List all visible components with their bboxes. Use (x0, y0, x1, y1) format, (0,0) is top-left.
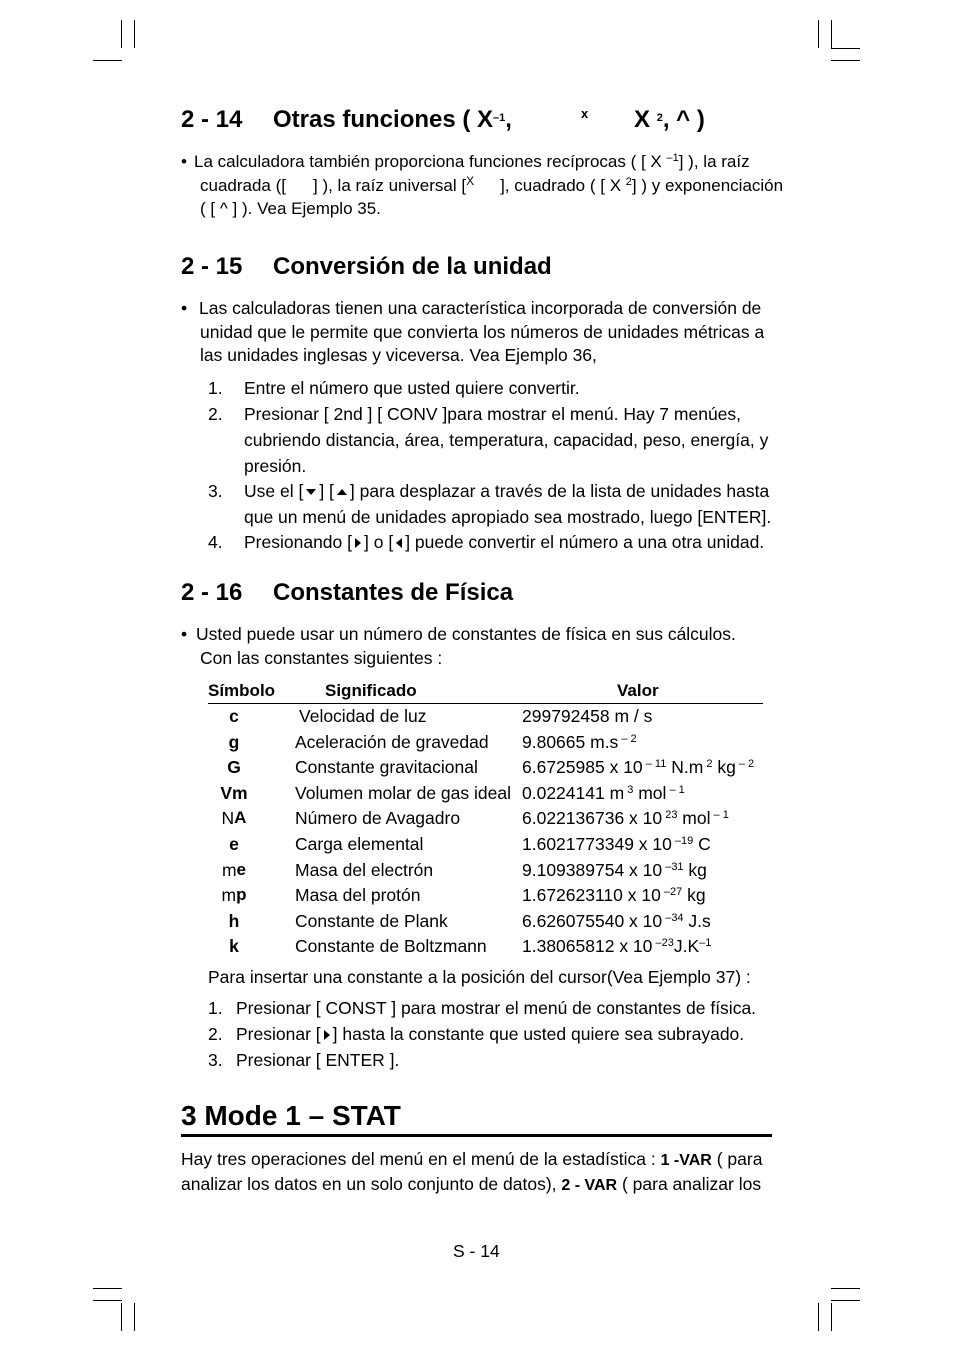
text: ] para desplazar a través de la lista de unidades hasta (349, 481, 770, 501)
crop-mark (831, 1303, 832, 1331)
symbol-subscript: p (236, 885, 247, 905)
item-number: 2. (208, 1024, 223, 1044)
value-text: kg (712, 757, 736, 778)
constant-symbol (208, 885, 260, 906)
superscript: 3 (624, 783, 634, 796)
superscript: – 2 (618, 732, 637, 745)
item-text: Presionar [ ENTER ]. (236, 1050, 400, 1070)
table-row (208, 732, 768, 758)
constant-meaning: Masa del protón (295, 885, 421, 906)
text: ( para (711, 1149, 763, 1169)
symbol-text: G (227, 757, 241, 778)
constant-meaning: Velocidad de luz (299, 706, 427, 726)
arrow-down-icon (306, 489, 316, 495)
section-heading-2-16 (181, 579, 513, 607)
superscript: – 11 (642, 758, 667, 771)
text: Usted puede usar un número de constantes de física en sus cálculos. (196, 624, 736, 644)
line (181, 173, 784, 198)
text: Las calculadoras tienen una característica incorporada de conversión de (199, 298, 762, 318)
constant-symbol (208, 860, 260, 881)
table-row (208, 834, 768, 860)
value-text: 6.626075540 x 10 (522, 910, 663, 931)
value-text: 0.0224141 m (522, 782, 625, 803)
constant-symbol (208, 706, 260, 727)
section-title: Constantes de Física (273, 579, 514, 606)
superscript: – 1 (666, 783, 685, 796)
text: Presionar [ (236, 1024, 321, 1044)
superscript: – 2 (735, 758, 755, 771)
value-text: kg (683, 859, 707, 880)
root-x-label: x (581, 106, 589, 121)
superscript: 2 (625, 175, 632, 188)
line: ( [ ^ ] ). Vea Ejemplo 35. (200, 199, 381, 218)
table-header-value: Valor (617, 681, 659, 700)
section-title: Conversión de la unidad (273, 253, 552, 280)
constant-symbol (208, 808, 260, 829)
paragraph-2-15 (181, 297, 781, 368)
symbol-text: e (229, 834, 239, 854)
item-text: Entre el número que usted quiere convertir. (244, 378, 580, 398)
section-heading-2-14 (181, 106, 705, 134)
constant-value (522, 834, 711, 855)
constant-value (522, 885, 706, 906)
crop-mark (121, 20, 122, 48)
constant-symbol (208, 834, 260, 855)
constant-symbol (208, 911, 260, 932)
constant-value (522, 783, 685, 804)
text: ] puede convertir el número a una otra unidad. (405, 532, 765, 552)
value-text: 9.80665 m.s (522, 731, 619, 752)
constant-meaning: Constante de Plank (295, 910, 448, 931)
paragraph-2-14 (181, 150, 784, 221)
symbol-text: c (229, 706, 239, 726)
item-text (236, 1021, 744, 1047)
menu-name: 2 - VAR (561, 1176, 618, 1194)
insert-instruction: Para insertar una constante a la posición del cursor(Vea Ejemplo 37) : (208, 967, 751, 987)
value-text: J.K (673, 936, 700, 957)
crop-mark (93, 1300, 122, 1301)
text: ] ), la raíz (678, 152, 750, 171)
text: ( para analizar los (617, 1173, 762, 1194)
constant-meaning: Masa del electrón (295, 859, 434, 880)
table-header-symbol: Símbolo (208, 681, 276, 700)
text: ] ), la raíz universal [ (313, 175, 467, 195)
value-text: mol (633, 782, 667, 803)
text: ] hasta la constante que usted quiere sea subrayado. (332, 1024, 745, 1044)
line: las unidades inglesas y viceversa. Vea Ejemplo 36, (200, 345, 597, 365)
text: Hay tres operaciones del menú en el menú de la estadística : (181, 1149, 661, 1169)
constant-symbol (208, 757, 260, 778)
section-title: Otras funciones ( X (273, 106, 494, 133)
constant-meaning: Número de Avagadro (295, 808, 461, 829)
constant-symbol (208, 783, 260, 804)
table-header-meaning: Significado (325, 681, 417, 700)
line: • Las calculadoras tienen una característica incorporada de conversión de (181, 298, 762, 318)
value-text: 6.022136736 x 10 (522, 808, 663, 829)
constant-meaning: Constante gravitacional (295, 757, 478, 778)
crop-mark (134, 20, 135, 48)
item-text (244, 529, 764, 555)
superscript: 23 (662, 809, 678, 822)
superscript: X (466, 173, 475, 188)
line (181, 1148, 781, 1173)
crop-mark (818, 20, 819, 48)
constant-meaning: Constante de Boltzmann (295, 936, 487, 957)
crop-mark (121, 1303, 122, 1331)
text: cuadrada ([ (200, 175, 286, 195)
constant-symbol (208, 732, 260, 753)
symbol-text: N (221, 808, 235, 829)
superscript: –34 (662, 911, 684, 924)
value-text: 6.6725985 x 10 (522, 757, 643, 778)
arrow-right-icon (324, 1030, 330, 1040)
table-row (208, 936, 768, 962)
section-number: 2 - 14 (181, 106, 243, 133)
item-number: 4. (208, 532, 223, 552)
arrow-up-icon (337, 489, 347, 495)
chapter-rule (181, 1134, 772, 1137)
superscript: –31 (662, 860, 684, 873)
crop-mark (818, 1303, 819, 1331)
constant-meaning: Aceleración de gravedad (295, 731, 489, 752)
line (181, 1173, 781, 1198)
constant-value (522, 706, 652, 727)
superscript: –19 (671, 835, 694, 847)
superscript: – 1 (710, 809, 729, 822)
section-number: 2 - 15 (181, 253, 243, 280)
item-number: 3. (208, 481, 223, 501)
crop-mark (93, 60, 122, 61)
text: ] o [ (364, 532, 394, 552)
symbol-subscript: e (236, 859, 247, 879)
table-row (208, 706, 768, 732)
line: Con las constantes siguientes : (200, 647, 443, 668)
symbol-text: m (221, 885, 237, 906)
constant-value (522, 860, 707, 881)
section-number: 2 - 16 (181, 579, 243, 606)
value-text: C (693, 834, 711, 854)
value-text: 299792458 m / s (522, 706, 653, 726)
superscript: –1 (493, 112, 506, 124)
table-header-rule (208, 703, 763, 704)
value-text: 1.6021773349 x 10 (522, 834, 672, 854)
crop-mark (134, 1303, 135, 1331)
item-text: Presionar [ CONST ] para mostrar el menú de constantes de física. (236, 998, 757, 1018)
table-row (208, 783, 768, 809)
text: ] [ (319, 481, 334, 501)
table-row (208, 911, 768, 937)
symbol-subscript: A (234, 808, 247, 828)
text: ], cuadrado ( [ X (500, 175, 626, 195)
symbol-text: g (228, 731, 240, 752)
value-text: mol (677, 808, 711, 829)
table-row (208, 757, 768, 783)
text: analizar los datos en un solo conjunto de datos), (181, 1173, 562, 1194)
crop-mark (831, 1288, 860, 1289)
symbol-text: m (221, 859, 237, 880)
value-text: J.s (683, 910, 711, 931)
item-number: 1. (208, 378, 223, 398)
value-text: 1.672623110 x 10 (522, 885, 661, 906)
text: La calculadora también proporciona funciones recíprocas ( [ X (194, 152, 667, 171)
paragraph-stat (181, 1148, 781, 1197)
section-heading-2-15 (181, 253, 552, 281)
paragraph-2-16 (181, 623, 781, 670)
item-text: Presionar [ 2nd ] [ CONV ]para mostrar el menú. Hay 7 menúes, (244, 404, 742, 424)
line: • Usted puede usar un número de constantes de física en sus cálculos. (181, 624, 736, 644)
value-text: 9.109389754 x 10 (522, 859, 663, 880)
line: unidad que le permite que convierta los números de unidades métricas a (200, 321, 765, 342)
superscript: –23 (652, 937, 674, 950)
table-row (208, 808, 768, 834)
chapter-heading: 3 Mode 1 – STAT (181, 1100, 401, 1131)
item-number: 3. (208, 1050, 223, 1070)
constant-meaning: Carga elemental (295, 834, 424, 854)
crop-mark (93, 1288, 122, 1289)
text: Presionando [ (244, 532, 352, 552)
constant-value (522, 757, 754, 778)
constant-meaning: Volumen molar de gas ideal (295, 782, 511, 803)
value-text: N.m (666, 757, 704, 778)
menu-name: 1 -VAR (660, 1152, 712, 1169)
title-end: , ^ ) (662, 106, 705, 133)
item-text: cubriendo distancia, área, temperatura, capacidad, peso, energía, y (244, 430, 769, 450)
crop-mark (831, 20, 832, 48)
table-row (208, 885, 768, 911)
table-row (208, 860, 768, 886)
constant-symbol (208, 936, 260, 957)
text: ] ) y exponenciación (631, 175, 784, 195)
constant-value (522, 936, 711, 957)
item-text (244, 478, 769, 504)
crop-mark (831, 1300, 860, 1301)
item-text: presión. (244, 456, 307, 476)
superscript: –1 (699, 937, 712, 950)
text: Use el [ (244, 481, 304, 501)
symbol-text: k (229, 936, 239, 957)
x-squared-label (634, 106, 705, 134)
page-number: S - 14 (453, 1241, 500, 1261)
crop-mark (831, 48, 860, 49)
value-text: 1.38065812 x 10 (522, 936, 653, 957)
crop-mark (831, 60, 860, 61)
title-comma: , (505, 106, 512, 133)
symbol-text: Vm (220, 782, 248, 803)
superscript: 2 (703, 758, 713, 771)
constant-value (522, 911, 711, 932)
value-text: kg (682, 885, 706, 906)
constant-value (522, 732, 637, 753)
line: • La calculadora también proporciona funciones recíprocas ( [ X $^{-1}$] ), la raíz (181, 152, 750, 171)
arrow-right-icon (355, 538, 361, 548)
superscript: –27 (660, 886, 683, 899)
item-text: que un menú de unidades apropiado sea mostrado, luego [ENTER]. (244, 507, 772, 527)
x-letter: X (634, 106, 651, 133)
symbol-text: h (228, 910, 240, 931)
arrow-left-icon (396, 538, 402, 548)
constant-value (522, 808, 729, 829)
item-number: 1. (208, 998, 223, 1018)
superscript: –1 (666, 152, 679, 164)
superscript: 2 (656, 112, 663, 124)
item-number: 2. (208, 404, 223, 424)
